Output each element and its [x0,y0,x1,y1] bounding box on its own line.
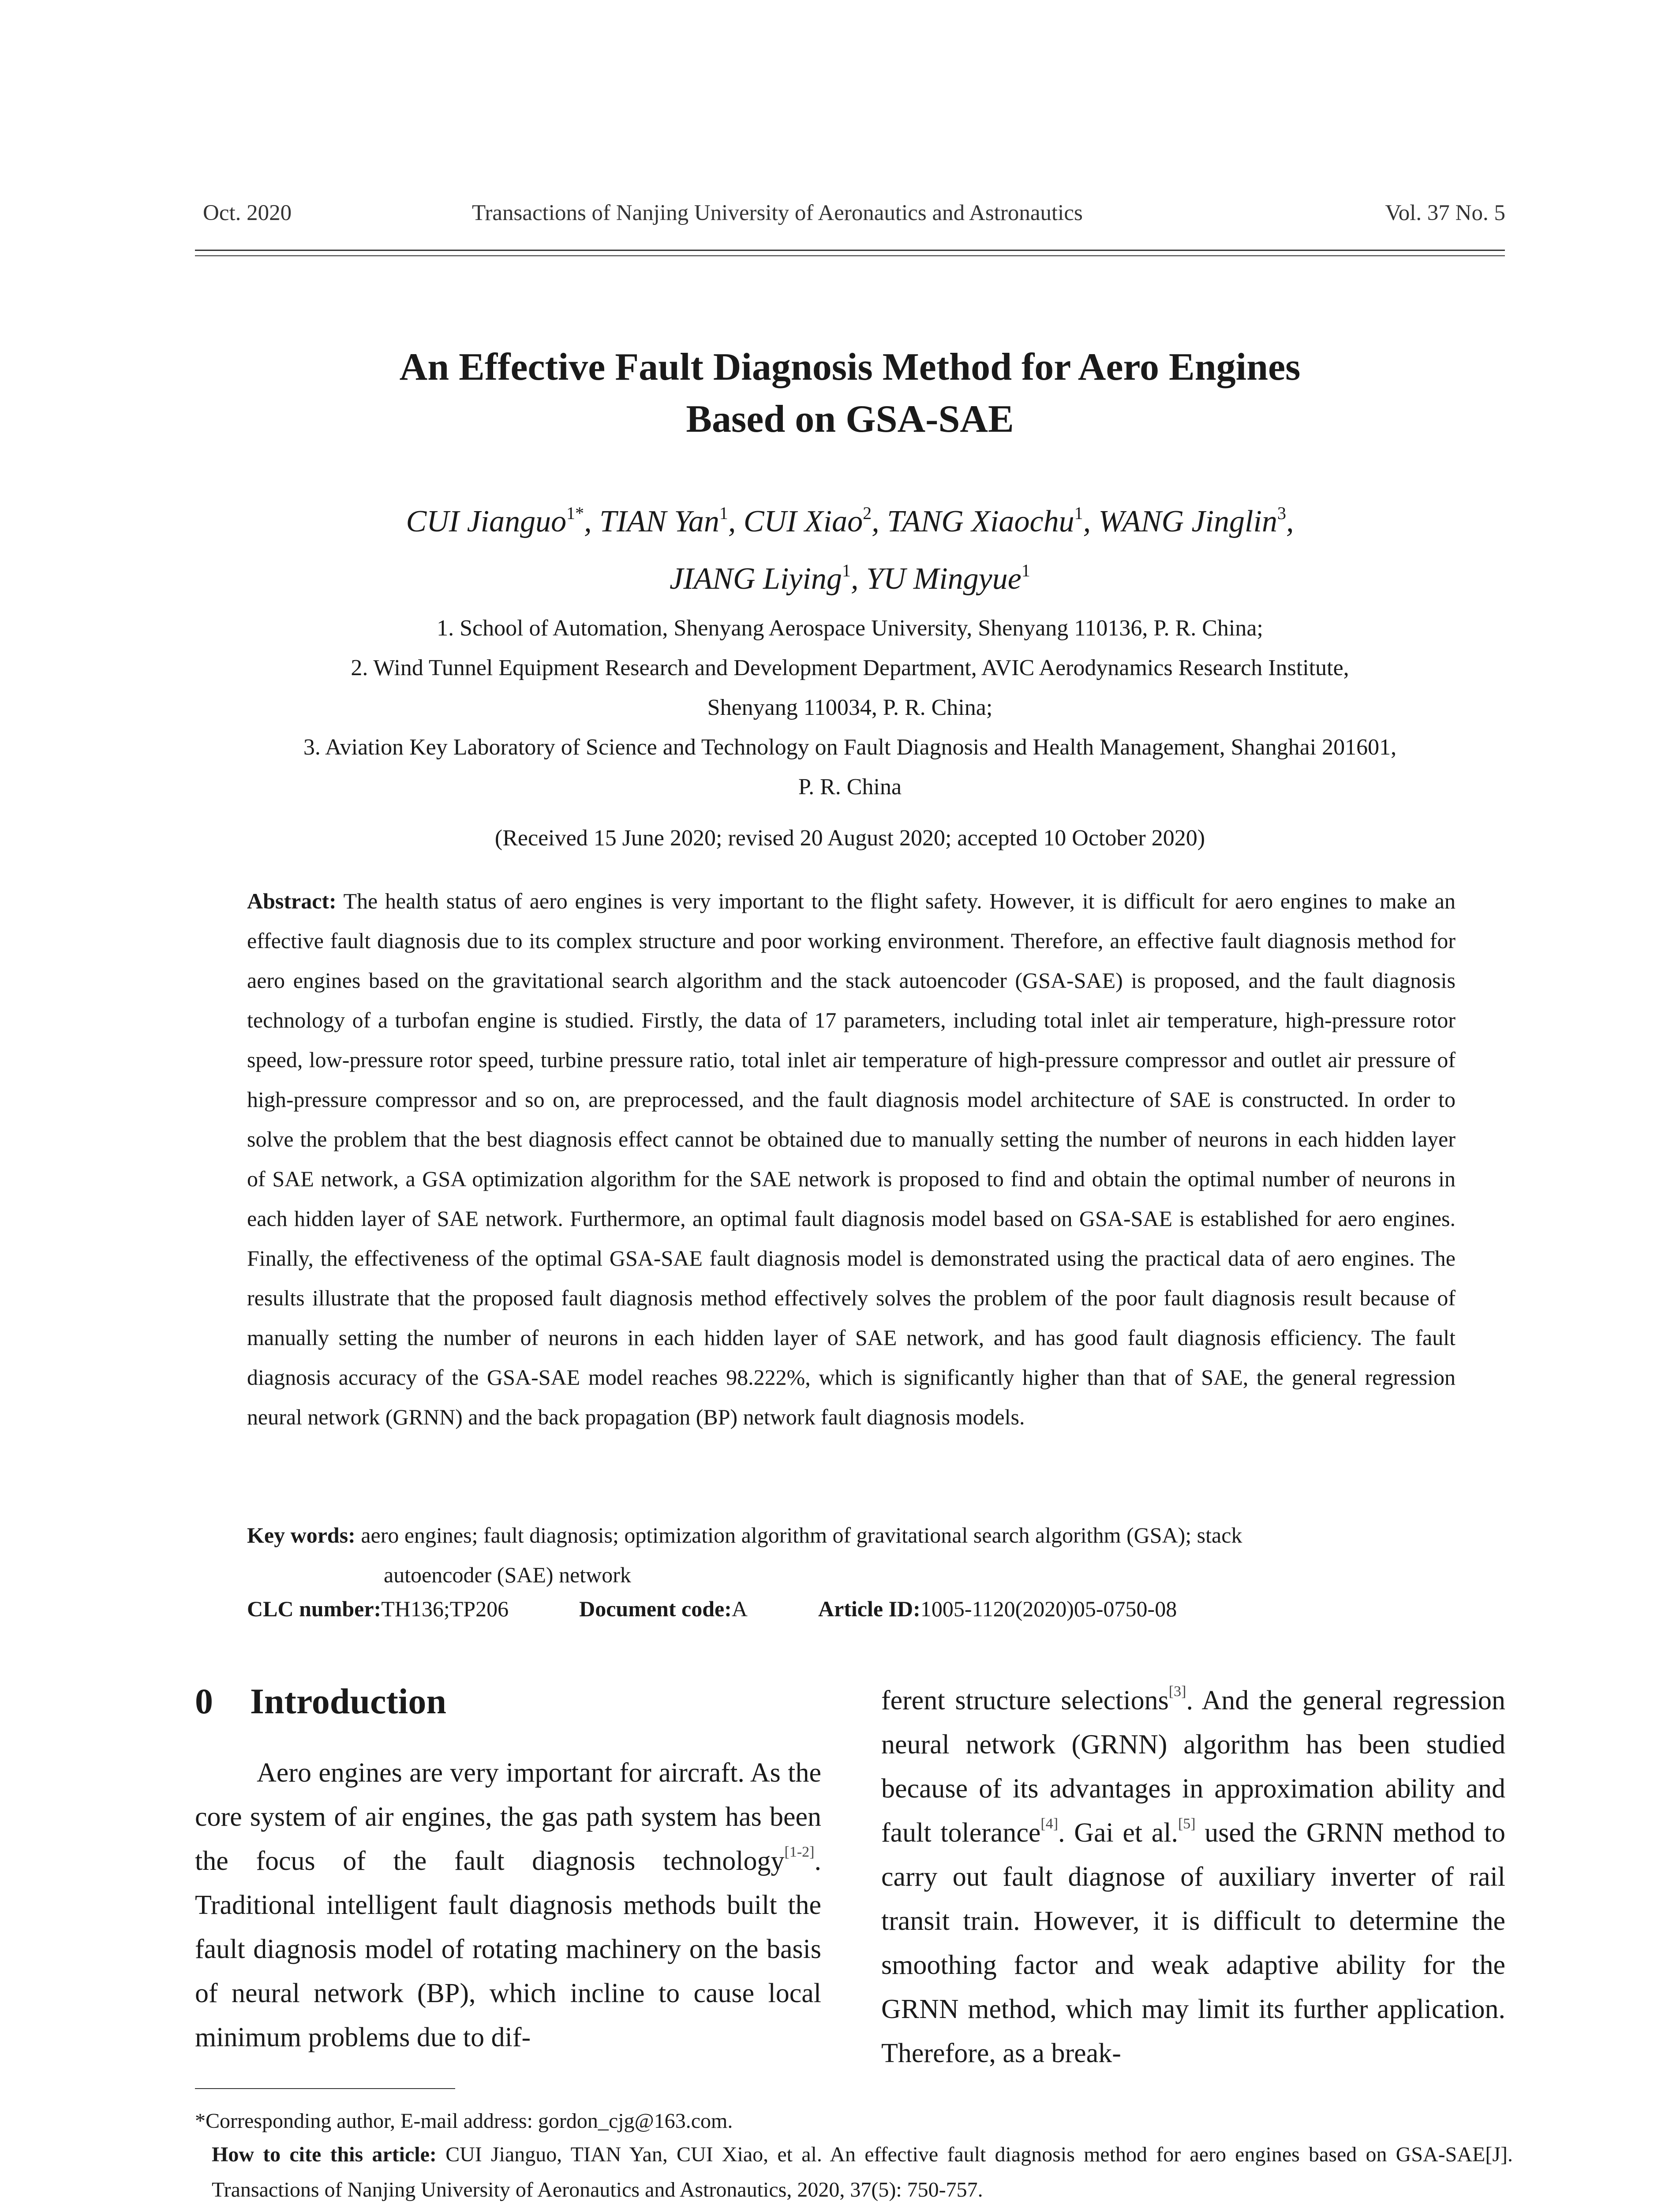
author-affil-mark: 1* [566,503,584,523]
article-id-label: Article ID: [818,1596,920,1621]
keywords-label: Key words: [247,1523,355,1547]
body-text: ferent structure selections [881,1686,1169,1715]
author-name: TIAN Yan [599,505,719,538]
body-text: . And the general regression neural network (GRNN) algorithm has been studied because of its advantages in approximation ability and fault tolerance [881,1686,1506,1848]
abstract [247,881,1456,1437]
author-affil-mark: 1 [719,503,728,523]
clc-label: CLC number: [247,1596,382,1621]
body-paragraph [195,1751,821,2059]
keywords [247,1515,1456,1595]
section-number: 0 [195,1681,213,1721]
clc-value: TH136;TP206 [381,1596,509,1621]
header-date: Oct. 2020 [203,201,292,225]
abstract-text: The health status of aero engines is very important to the flight safety. However, it is difficult for aero engines to make an effective fault diagnosis due to its complex structure and poor working environment. Therefore, an effective fault diagnosis method for aero engines based on the gravitational search algorithm and the stack autoencoder (GSA-SAE) is proposed, and the fault diagnosis technology of a turbofan engine is studied. Firstly, the data of 17 parameters, including total inlet air temperature, high-pressure rotor speed, low-pressure rotor speed, turbine pressure ratio, total inlet air temperature of high-pressure compressor and outlet air pressure of high-pressure compressor and so on, are preprocessed, and the fault diagnosis model architecture of SAE is constructed. In order to solve the problem that the best diagnosis effect cannot be obtained due to manually setting the number of neurons in each hidden layer of SAE network, a GSA optimization algorithm for the SAE network is proposed to find and obtain the optimal number of neurons in each hidden layer of SAE network. Furthermore, an optimal fault diagnosis model based on GSA-SAE is established for aero engines. Finally, the effectiveness of the optimal GSA-SAE fault diagnosis model is demonstrated using the practical data of aero engines. The results illustrate that the proposed fault diagnosis method effectively solves the problem of the poor fault diagnosis result because of manually setting the number of neurons in each hidden layer of SAE network, and has good fault diagnosis efficiency. The fault diagnosis accuracy of the GSA-SAE model reaches 98.222%, which is significantly higher than that of SAE, the general regression neural network (GRNN) and the back propagation (BP) network fault diagnosis models. [247,889,1456,1429]
author-name: WANG Jinglin [1098,505,1277,538]
author-line-1: CUI Jianguo$^{1*}$, TIAN Yan$^1$, CUI Xiao$^2$, TANG Xiaochu$^1$, WANG Jinglin$^3$, [406,503,1294,538]
author-affil-mark: 3 [1277,503,1286,523]
document-code-value: A [731,1596,748,1621]
body-text: . Gai et al. [1058,1818,1178,1848]
author-affil-mark: 1 [1021,561,1030,580]
document-code-label: Document code: [579,1596,732,1621]
title-line-1: An Effective Fault Diagnosis Method for Aero Engines [399,346,1301,389]
body-right-column [881,1678,1505,2075]
received-dates: (Received 15 June 2020; revised 20 August 2020; accepted 10 October 2020) [494,826,1205,851]
author-name: YU Mingyue [866,562,1021,596]
cite-label: How to cite this article: [212,2143,437,2166]
author-line-2: JIANG Liying$^1$, YU Mingyue$^1$ [670,561,1030,596]
author-affil-mark: 1 [842,561,851,580]
author-list [195,493,1505,608]
citation-note [212,2137,1513,2205]
affiliation-3-line-1: 3. Aviation Key Laboratory of Science and Technology on Fault Diagnosis and Health Management, Shanghai 201601, [303,735,1397,760]
header-journal: Transactions of Nanjing University of Aeronautics and Astronautics [472,201,1083,225]
affiliations [195,609,1505,807]
author-name: JIANG Liying [670,562,842,596]
title-line-2: Based on GSA-SAE [686,398,1014,441]
section-heading [195,1679,446,1723]
affiliation-2-line-2: Shenyang 110034, P. R. China; [707,695,993,720]
header-rule-second [195,255,1505,256]
section-title: Introduction [250,1681,447,1721]
body-text: used the GRNN method to carry out fault diagnose of auxiliary inverter of rail transit train. However, it is difficult to determine the smoothing factor and weak adaptive ability for the GRNN method, which may limit its further application. Therefore, as a break- [881,1818,1506,2068]
affiliation-3-line-2: P. R. China [798,774,902,800]
author-affil-mark: 2 [863,503,872,523]
header-rule [195,250,1505,251]
citation-ref[interactable]: [5] [1178,1816,1196,1832]
body-paragraph [881,1678,1505,2075]
affiliation-2-line-1: 2. Wind Tunnel Equipment Research and Development Department, AVIC Aerodynamics Research Institute, [351,655,1349,680]
author-name: CUI Xiao [743,505,863,538]
body-left-column [195,1751,821,2059]
corresponding-author-note: *Corresponding author, E-mail address: gordon_cjg@163.com. [195,2109,733,2133]
abstract-label: Abstract: [247,889,337,913]
article-id-value: 1005-1120(2020)05-0750-08 [920,1596,1177,1621]
affiliation-1: 1. School of Automation, Shenyang Aerospace University, Shenyang 110136, P. R. China; [437,616,1263,641]
body-text: . Traditional intelligent fault diagnosis methods built the fault diagnosis model of rotating machinery on the basis of neural network (BP), which incline to cause local minimum problems due to dif- [195,1846,821,2052]
keywords-line-1: aero engines; fault diagnosis; optimization algorithm of gravitational search algorithm (GSA); stack [361,1523,1242,1547]
author-name: CUI Jianguo [406,505,567,538]
citation-ref[interactable]: [4] [1040,1816,1059,1832]
classification-line [247,1593,1177,1624]
keywords-line-2: autoencoder (SAE) network [384,1562,631,1587]
cite-text: CUI Jianguo, TIAN Yan, CUI Xiao, et al. An effective fault diagnosis method for aero engines based on GSA-SAE[J]. Transactions of Nanjing University of Aeronautics and Astronautics, 2020, 37(5): 750-757. [212,2143,1513,2201]
footnote-rule [195,2088,455,2089]
header-volume: Vol. 37 No. 5 [1385,201,1505,225]
body-text: Aero engines are very important for aircraft. As the core system of air engines, the gas path system has been the focus of the fault diagnosis technology [195,1758,821,1876]
paper-title [195,341,1505,445]
author-affil-mark: 1 [1074,503,1083,523]
citation-ref[interactable]: [1-2] [784,1844,815,1860]
citation-ref[interactable]: [3] [1168,1683,1186,1700]
author-name: TANG Xiaochu [887,505,1074,538]
